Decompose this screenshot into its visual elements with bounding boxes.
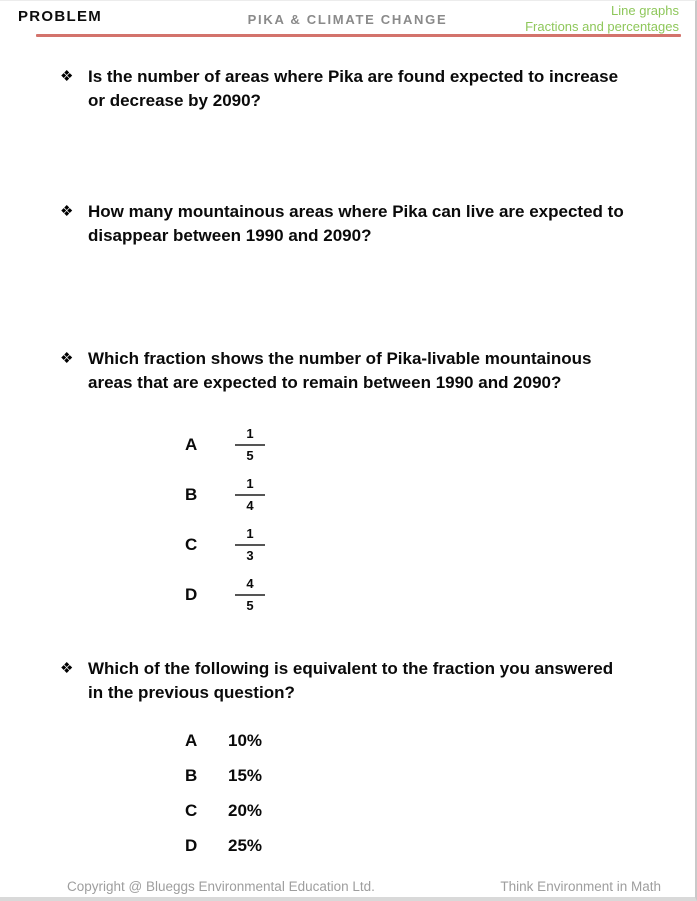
question-4-line-2: in the previous question? (88, 683, 295, 702)
percent-value: 25% (228, 836, 263, 855)
percent-value: 15% (228, 766, 263, 785)
diamond-bullet-icon: ❖ (60, 203, 74, 220)
footer-copyright: Copyright @ Blueggs Environmental Education Ltd. (67, 879, 375, 894)
question-2-line-1: How many mountainous areas where Pika can live are expected to (88, 202, 624, 221)
fraction (234, 527, 266, 563)
question-2 (60, 200, 670, 248)
question-4-text (88, 657, 613, 705)
option-letter: A (185, 731, 198, 750)
footer-series-title: Think Environment in Math (500, 879, 661, 894)
option-d-percent (185, 834, 262, 858)
question-1-text (88, 65, 618, 113)
option-b-percent (185, 764, 262, 788)
option-a-fraction (185, 420, 266, 470)
fraction-bar (235, 494, 265, 496)
page-title: PIKA & CLIMATE CHANGE (247, 12, 448, 27)
fraction (234, 427, 266, 463)
fraction-bar (235, 594, 265, 596)
diamond-bullet-icon: ❖ (60, 660, 74, 677)
question-3-line-1: Which fraction shows the number of Pika-livable mountainous (88, 349, 592, 368)
option-letter: C (185, 535, 198, 554)
option-letter: C (185, 801, 198, 820)
topic-line-graphs: Line graphs (611, 3, 679, 18)
fraction-denominator: 5 (246, 598, 254, 613)
question-3-line-2: areas that are expected to remain between 1990 and 2090? (88, 373, 562, 392)
option-b-fraction (185, 470, 266, 520)
diamond-bullet-icon: ❖ (60, 68, 74, 85)
fraction-numerator: 4 (246, 576, 254, 591)
fraction-bar (235, 444, 265, 446)
fraction (234, 477, 266, 513)
question-2-text (88, 200, 624, 248)
question-1-line-2: or decrease by 2090? (88, 91, 261, 110)
question-3 (60, 347, 670, 395)
option-d-fraction (185, 570, 266, 620)
option-c-percent (185, 799, 262, 823)
percent-value: 20% (228, 801, 263, 820)
fraction-denominator: 3 (246, 548, 254, 563)
header-rule (36, 34, 681, 37)
percent-value: 10% (228, 731, 263, 750)
question-4 (60, 657, 670, 705)
option-letter: A (185, 435, 198, 454)
diamond-bullet-icon: ❖ (60, 350, 74, 367)
topic-tags (525, 3, 679, 34)
option-letter: D (185, 585, 198, 604)
question-3-text (88, 347, 591, 395)
question-1 (60, 65, 670, 113)
fraction-bar (235, 544, 265, 546)
option-letter: B (185, 766, 198, 785)
fraction-denominator: 5 (246, 448, 254, 463)
fraction-numerator: 1 (246, 426, 254, 441)
fraction (234, 577, 266, 613)
question-1-line-1: Is the number of areas where Pika are found expected to increase (88, 67, 619, 86)
option-letter: D (185, 836, 198, 855)
option-letter: B (185, 485, 198, 504)
option-a-percent (185, 729, 262, 753)
option-c-fraction (185, 520, 266, 570)
fraction-numerator: 1 (246, 526, 254, 541)
topic-fractions-percentages: Fractions and percentages (525, 18, 679, 34)
fraction-numerator: 1 (246, 476, 254, 491)
fraction-denominator: 4 (246, 498, 254, 513)
page-label: PROBLEM (18, 8, 103, 25)
question-2-line-2: disappear between 1990 and 2090? (88, 226, 372, 245)
question-4-line-1: Which of the following is equivalent to the fraction you answered (88, 659, 614, 678)
